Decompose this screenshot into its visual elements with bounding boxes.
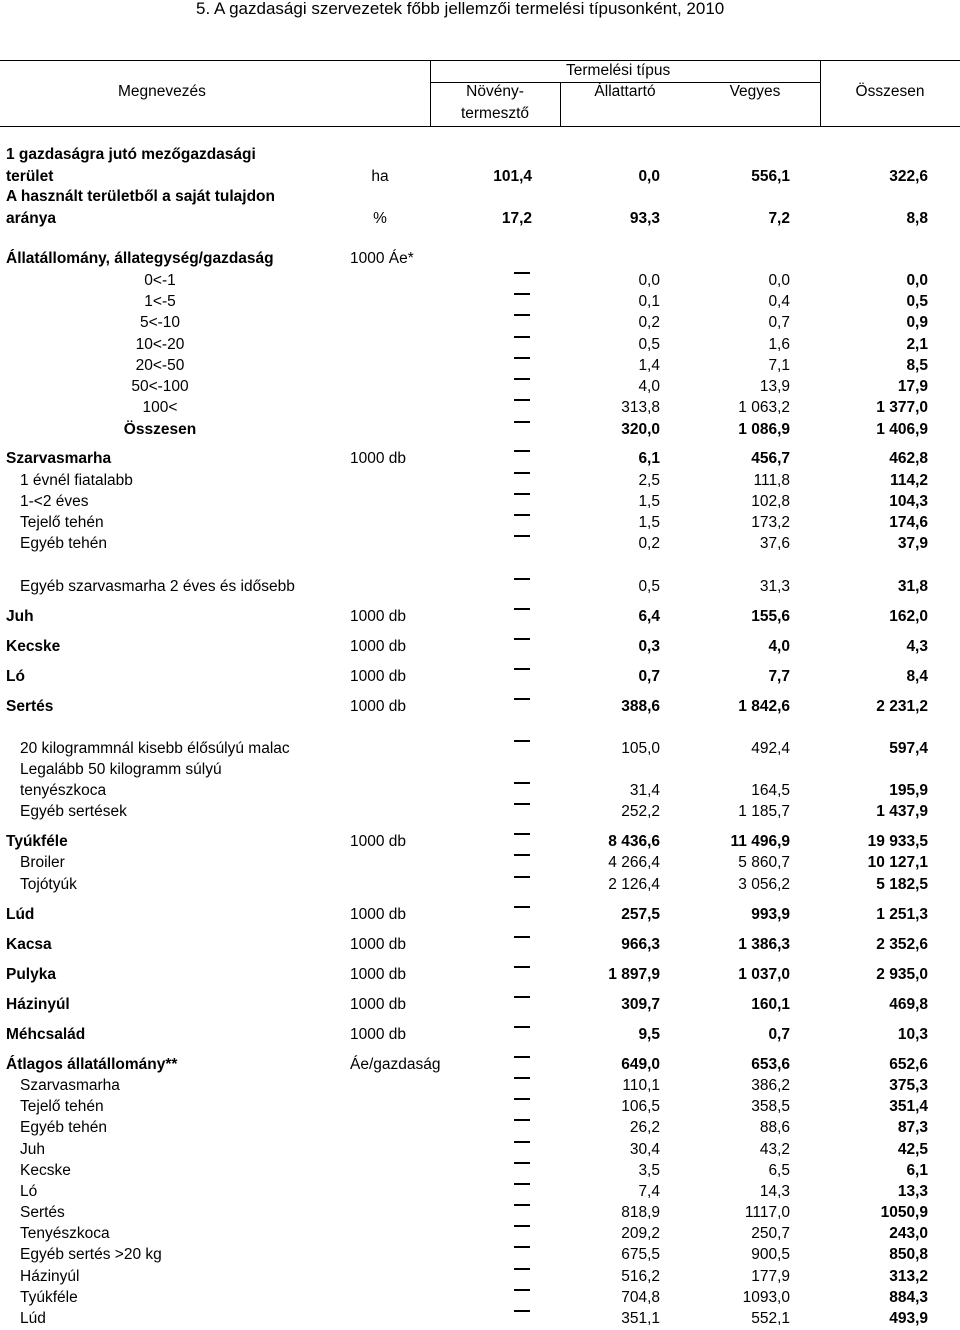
table-row (0, 378, 960, 396)
row-unit: % (373, 210, 387, 227)
cell-osszesen: 114,2 (890, 472, 928, 489)
header-group: Termelési típus (566, 62, 671, 79)
table-row (0, 272, 960, 290)
dash-mark (514, 1026, 530, 1028)
cell-osszesen: 313,2 (889, 1268, 928, 1285)
cell-allattarto: 1,5 (638, 493, 660, 510)
dash-mark (514, 514, 530, 516)
table-row (0, 450, 960, 468)
dash-mark (514, 535, 530, 537)
table-row (0, 1098, 960, 1116)
row-label: Juh (6, 608, 34, 625)
cell-osszesen: 243,0 (889, 1225, 928, 1242)
cell-allattarto: 675,5 (621, 1246, 660, 1263)
cell-vegyes: 653,6 (751, 1056, 790, 1073)
dash-mark (514, 378, 530, 380)
cell-vegyes: 1,6 (768, 336, 790, 353)
cell-osszesen: 1 406,9 (876, 421, 928, 438)
table-row (0, 761, 960, 779)
cell-allattarto: 8 436,6 (608, 833, 660, 850)
row-label: Méhcsalád (6, 1026, 86, 1043)
row-label: Egyéb szarvasmarha 2 éves és idősebb (20, 578, 295, 595)
table-row (0, 472, 960, 490)
cell-allattarto: 1,4 (638, 357, 660, 374)
cell-osszesen: 87,3 (897, 1119, 928, 1136)
dash-mark (514, 936, 530, 938)
cell-vegyes: 492,4 (751, 740, 790, 757)
cell-allattarto: 3,5 (638, 1162, 660, 1179)
dash-mark (514, 336, 530, 338)
table-row (0, 1162, 960, 1180)
header-bottom-rule (0, 126, 960, 127)
cell-allattarto: 6,1 (638, 450, 660, 467)
cell-vegyes: 1 185,7 (738, 803, 790, 820)
cell-osszesen: 174,6 (889, 514, 928, 531)
dash-mark (514, 472, 530, 474)
cell-vegyes: 7,7 (768, 668, 790, 685)
table-row (0, 1026, 960, 1044)
cell-osszesen: 462,8 (889, 450, 928, 467)
cell-allattarto: 320,0 (621, 421, 660, 438)
cell-osszesen: 469,8 (889, 996, 928, 1013)
dash-mark (514, 1268, 530, 1270)
cell-vegyes: 164,5 (751, 782, 790, 799)
row-label: Tyúkféle (6, 833, 68, 850)
cell-osszesen: 10,3 (897, 1026, 928, 1043)
cell-vegyes: 386,2 (751, 1077, 790, 1094)
row-label: Egyéb tehén (20, 1119, 108, 1136)
row-unit: 1000 db (350, 450, 407, 467)
cell-vegyes: 1093,0 (742, 1289, 790, 1306)
cell-osszesen: 104,3 (889, 493, 928, 510)
row-label: 1 gazdaságra jutó mezőgazdasági (6, 146, 256, 163)
cell-allattarto: 704,8 (621, 1289, 660, 1306)
dash-mark (514, 1119, 530, 1121)
row-label: Házinyúl (6, 996, 70, 1013)
table-row (0, 1225, 960, 1243)
table-row (0, 493, 960, 511)
table-row (0, 357, 960, 375)
row-label: Tejelő tehén (20, 1098, 104, 1115)
row-unit: 1000 db (350, 936, 407, 953)
dash-mark (514, 1310, 530, 1312)
row-label: Juh (20, 1141, 45, 1158)
table-row (0, 168, 960, 186)
table-row (0, 421, 960, 439)
cell-vegyes: 3 056,2 (738, 876, 790, 893)
row-label: 50<-100 (131, 378, 189, 395)
header-col2: Állattartó (594, 83, 656, 100)
dash-mark (514, 1225, 530, 1227)
table-row (0, 314, 960, 332)
table-row (0, 1246, 960, 1264)
dash-mark (514, 608, 530, 610)
table-row (0, 996, 960, 1014)
dash-mark (514, 668, 530, 670)
cell-vegyes: 88,6 (759, 1119, 790, 1136)
dash-mark (514, 1056, 530, 1058)
row-unit: 1000 Áe* (350, 250, 414, 267)
dash-mark (514, 906, 530, 908)
cell-osszesen: 5 182,5 (876, 876, 928, 893)
cell-osszesen: 884,3 (889, 1289, 928, 1306)
cell-osszesen: 2 231,2 (876, 698, 928, 715)
dash-mark (514, 399, 530, 401)
dash-mark (514, 1246, 530, 1248)
cell-allattarto: 351,1 (621, 1310, 660, 1327)
cell-osszesen: 17,9 (897, 378, 928, 395)
cell-osszesen: 4,3 (906, 638, 928, 655)
row-unit: 1000 db (350, 608, 407, 625)
cell-osszesen: 37,9 (897, 535, 928, 552)
cell-vegyes: 556,1 (751, 168, 790, 185)
dash-mark (514, 1098, 530, 1100)
row-unit: 1000 db (350, 833, 407, 850)
cell-vegyes: 1 037,0 (738, 966, 790, 983)
cell-vegyes: 111,8 (753, 472, 790, 489)
cell-allattarto: 649,0 (621, 1056, 660, 1073)
cell-osszesen: 42,5 (897, 1141, 928, 1158)
cell-vegyes: 900,5 (751, 1246, 790, 1263)
table-row (0, 210, 960, 228)
cell-vegyes: 177,9 (751, 1268, 790, 1285)
dash-mark (514, 357, 530, 359)
table-row (0, 1289, 960, 1307)
cell-vegyes: 173,2 (751, 514, 790, 531)
cell-vegyes: 0,4 (768, 293, 790, 310)
cell-osszesen: 1050,9 (880, 1204, 928, 1221)
table-row (0, 854, 960, 872)
cell-allattarto: 26,2 (629, 1119, 660, 1136)
cell-osszesen: 375,3 (889, 1077, 928, 1094)
dash-mark (514, 876, 530, 878)
cell-vegyes: 43,2 (759, 1141, 790, 1158)
table-row (0, 782, 960, 800)
dash-mark (514, 1183, 530, 1185)
dash-mark (514, 782, 530, 784)
cell-allattarto: 388,6 (621, 698, 660, 715)
table-row (0, 535, 960, 553)
cell-vegyes: 4,0 (768, 638, 790, 655)
table-row (0, 906, 960, 924)
cell-allattarto: 9,5 (638, 1026, 660, 1043)
cell-osszesen: 2 352,6 (876, 936, 928, 953)
row-label: Legalább 50 kilogramm súlyú (20, 761, 222, 778)
row-label: Összesen (123, 421, 197, 438)
row-label: Kacsa (6, 936, 52, 953)
cell-osszesen: 162,0 (889, 608, 928, 625)
cell-vegyes: 14,3 (759, 1183, 790, 1200)
cell-allattarto: 209,2 (621, 1225, 660, 1242)
cell-osszesen: 10 127,1 (867, 854, 928, 871)
dash-mark (514, 833, 530, 835)
dash-mark (514, 1289, 530, 1291)
row-label: Lúd (20, 1310, 46, 1327)
row-unit: Áe/gazdaság (350, 1056, 441, 1073)
row-unit: 1000 db (350, 906, 407, 923)
dash-mark (514, 493, 530, 495)
table-row (0, 1183, 960, 1201)
row-label: Sertés (6, 698, 54, 715)
row-unit: 1000 db (350, 1026, 407, 1043)
cell-vegyes: 1 842,6 (738, 698, 790, 715)
row-label: Lúd (6, 906, 35, 923)
table-row (0, 698, 960, 716)
cell-vegyes: 160,1 (751, 996, 790, 1013)
header-name-col: Megnevezés (118, 83, 206, 100)
cell-osszesen: 2 935,0 (876, 966, 928, 983)
cell-vegyes: 1 063,2 (738, 399, 790, 416)
table-row (0, 876, 960, 894)
cell-allattarto: 0,1 (638, 293, 660, 310)
cell-allattarto: 106,5 (621, 1098, 660, 1115)
header-col3: Vegyes (729, 83, 781, 100)
row-label: 1-<2 éves (20, 493, 89, 510)
header-top-rule (0, 60, 960, 61)
row-label: Átlagos állatállomány** (6, 1056, 178, 1073)
dash-mark (514, 803, 530, 805)
cell-osszesen: 493,9 (889, 1310, 928, 1327)
cell-allattarto: 818,9 (621, 1204, 660, 1221)
row-label: Egyéb sertések (20, 803, 127, 820)
cell-osszesen: 6,1 (906, 1162, 928, 1179)
table-row (0, 399, 960, 417)
row-label: 1<-5 (144, 293, 176, 310)
row-unit: 1000 db (350, 966, 407, 983)
table-row (0, 1141, 960, 1159)
table-row (0, 336, 960, 354)
dash-mark (514, 740, 530, 742)
cell-allattarto: 966,3 (621, 936, 660, 953)
cell-vegyes: 993,9 (751, 906, 790, 923)
cell-vegyes: 31,3 (759, 578, 790, 595)
cell-allattarto: 4 266,4 (608, 854, 660, 871)
dash-mark (514, 450, 530, 452)
row-label: Kecske (6, 638, 61, 655)
cell-osszesen: 0,5 (906, 293, 928, 310)
cell-osszesen: 8,5 (906, 357, 928, 374)
dash-mark (514, 1204, 530, 1206)
table-row (0, 250, 960, 268)
row-label: terület (6, 168, 54, 185)
cell-allattarto: 0,0 (638, 168, 660, 185)
cell-allattarto: 0,7 (638, 668, 660, 685)
table-row (0, 638, 960, 656)
cell-vegyes: 0,7 (768, 1026, 790, 1043)
table-row (0, 578, 960, 596)
cell-allattarto: 6,4 (638, 608, 660, 625)
row-label: 100< (142, 399, 178, 416)
row-label: Állatállomány, állategység/gazdaság (6, 250, 274, 267)
cell-vegyes: 37,6 (759, 535, 790, 552)
row-label: aránya (6, 210, 56, 227)
cell-osszesen: 0,0 (906, 272, 928, 289)
cell-vegyes: 13,9 (759, 378, 790, 395)
cell-allattarto: 31,4 (629, 782, 660, 799)
row-unit: 1000 db (350, 638, 407, 655)
cell-vegyes: 11 496,9 (730, 833, 790, 850)
dash-mark (514, 578, 530, 580)
cell-osszesen: 13,3 (897, 1183, 928, 1200)
row-unit: ha (371, 168, 389, 185)
table-row (0, 966, 960, 984)
row-label: Szarvasmarha (6, 450, 112, 467)
dash-mark (514, 293, 530, 295)
cell-osszesen: 1 377,0 (876, 399, 928, 416)
cell-osszesen: 652,6 (889, 1056, 928, 1073)
cell-allattarto: 0,5 (638, 578, 660, 595)
table-row (0, 293, 960, 311)
row-unit: 1000 db (350, 668, 407, 685)
cell-osszesen: 1 437,9 (876, 803, 928, 820)
table-row (0, 936, 960, 954)
cell-allattarto: 1,5 (638, 514, 660, 531)
row-label: Egyéb tehén (20, 535, 108, 552)
row-label: Pulyka (6, 966, 56, 983)
cell-vegyes: 7,2 (768, 210, 790, 227)
table-row (0, 1204, 960, 1222)
cell-vegyes: 155,6 (751, 608, 790, 625)
cell-vegyes: 5 860,7 (738, 854, 790, 871)
cell-osszesen: 195,9 (889, 782, 928, 799)
row-label: Szarvasmarha (20, 1077, 120, 1094)
cell-allattarto: 4,0 (638, 378, 660, 395)
cell-osszesen: 597,4 (889, 740, 928, 757)
table-row (0, 740, 960, 758)
header-col1: Növény- (466, 83, 524, 100)
table-row (0, 1077, 960, 1095)
cell-allattarto: 257,5 (621, 906, 660, 923)
cell-allattarto: 0,2 (638, 314, 660, 331)
cell-novenytermeszto: 17,2 (501, 210, 532, 227)
table-row (0, 1268, 960, 1286)
cell-allattarto: 93,3 (629, 210, 660, 227)
cell-osszesen: 8,8 (906, 210, 928, 227)
row-label: Broiler (20, 854, 65, 871)
table-row (0, 1056, 960, 1074)
cell-osszesen: 31,8 (897, 578, 928, 595)
cell-osszesen: 0,9 (906, 314, 928, 331)
cell-vegyes: 552,1 (751, 1310, 790, 1327)
cell-vegyes: 6,5 (768, 1162, 790, 1179)
cell-vegyes: 1 086,9 (738, 421, 790, 438)
row-label: 20<-50 (135, 357, 185, 374)
cell-allattarto: 252,2 (621, 803, 660, 820)
row-label: Házinyúl (20, 1268, 80, 1285)
row-unit: 1000 db (350, 996, 407, 1013)
row-label: Kecske (20, 1162, 71, 1179)
row-label: 10<-20 (135, 336, 185, 353)
row-unit: 1000 db (350, 698, 407, 715)
dash-mark (514, 272, 530, 274)
cell-allattarto: 7,4 (638, 1183, 660, 1200)
dash-mark (514, 698, 530, 700)
dash-mark (514, 1141, 530, 1143)
dash-mark (514, 638, 530, 640)
cell-allattarto: 516,2 (621, 1268, 660, 1285)
header-col1-line2: termesztő (460, 105, 530, 122)
cell-allattarto: 30,4 (629, 1141, 660, 1158)
row-label: 1 évnél fiatalabb (20, 472, 133, 489)
cell-vegyes: 456,7 (751, 450, 790, 467)
row-label: Ló (6, 668, 25, 685)
row-label: Egyéb sertés >20 kg (20, 1246, 162, 1263)
table-row (0, 188, 960, 206)
cell-vegyes: 1117,0 (744, 1204, 790, 1221)
cell-vegyes: 102,8 (751, 493, 790, 510)
cell-vegyes: 1 386,3 (738, 936, 790, 953)
cell-vegyes: 7,1 (768, 357, 790, 374)
row-label: tenyészkoca (20, 782, 107, 799)
row-label: A használt területből a saját tulajdon (6, 188, 275, 205)
table-row (0, 146, 960, 164)
cell-allattarto: 1 897,9 (608, 966, 660, 983)
table-row (0, 514, 960, 532)
row-label: Ló (20, 1183, 38, 1200)
dash-mark (514, 1077, 530, 1079)
header-col4: Összesen (855, 83, 925, 100)
table-row (0, 608, 960, 626)
cell-allattarto: 0,2 (638, 535, 660, 552)
row-label: 20 kilogrammnál kisebb élősúlyú malac (20, 740, 290, 757)
cell-novenytermeszto: 101,4 (493, 168, 532, 185)
table-row (0, 1119, 960, 1137)
row-label: Sertés (20, 1204, 65, 1221)
page-title: 5. A gazdasági szervezetek főbb jellemzői termelési típusonként, 2010 (196, 0, 725, 18)
dash-mark (514, 314, 530, 316)
cell-vegyes: 0,0 (768, 272, 790, 289)
cell-osszesen: 322,6 (889, 168, 928, 185)
cell-allattarto: 313,8 (621, 399, 660, 416)
table-row (0, 803, 960, 821)
cell-allattarto: 2 126,4 (608, 876, 660, 893)
table-row (0, 668, 960, 686)
table-row (0, 1310, 960, 1328)
cell-allattarto: 0,5 (638, 336, 660, 353)
cell-osszesen: 351,4 (889, 1098, 928, 1115)
table-row (0, 833, 960, 851)
cell-osszesen: 850,8 (889, 1246, 928, 1263)
cell-osszesen: 19 933,5 (867, 833, 928, 850)
dash-mark (514, 854, 530, 856)
cell-allattarto: 110,1 (622, 1077, 660, 1094)
cell-vegyes: 0,7 (768, 314, 790, 331)
cell-allattarto: 309,7 (621, 996, 660, 1013)
dash-mark (514, 996, 530, 998)
row-label: Tyúkféle (20, 1289, 78, 1306)
dash-mark (514, 966, 530, 968)
cell-osszesen: 2,1 (906, 336, 928, 353)
row-label: Tejelő tehén (20, 514, 104, 531)
cell-allattarto: 0,0 (638, 272, 660, 289)
row-label: Tojótyúk (20, 876, 77, 893)
cell-vegyes: 250,7 (751, 1225, 790, 1242)
cell-osszesen: 8,4 (906, 668, 928, 685)
dash-mark (514, 1162, 530, 1164)
cell-vegyes: 358,5 (751, 1098, 790, 1115)
cell-allattarto: 105,0 (621, 740, 660, 757)
cell-allattarto: 2,5 (638, 472, 660, 489)
row-label: 0<-1 (144, 272, 176, 289)
cell-allattarto: 0,3 (638, 638, 660, 655)
dash-mark (514, 421, 530, 423)
row-label: 5<-10 (139, 314, 181, 331)
row-label: Tenyészkoca (20, 1225, 110, 1242)
cell-osszesen: 1 251,3 (876, 906, 928, 923)
